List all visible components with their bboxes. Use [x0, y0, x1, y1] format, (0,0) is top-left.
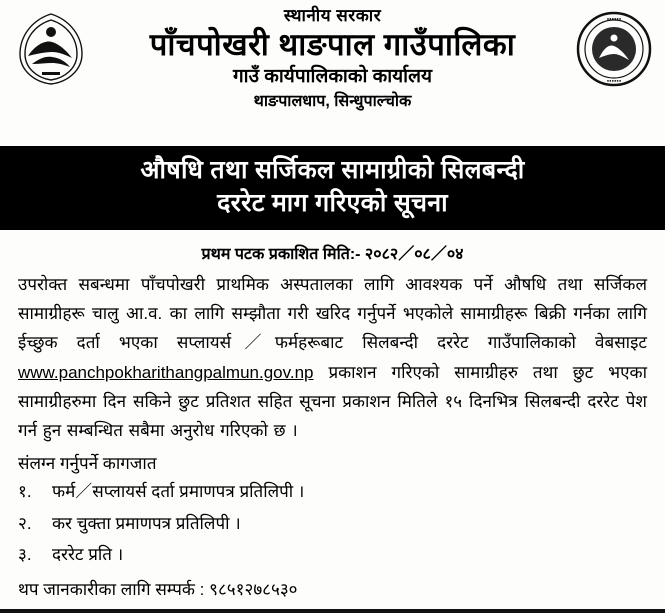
- nepal-government-emblem: [12, 10, 90, 88]
- list-item-label: फर्म／सप्लायर्स दर्ता प्रमाणपत्र प्रतिलिपी ।: [52, 482, 305, 502]
- paragraph-part-1: उपरोक्त सबन्धमा पाँचपोखरी प्राथमिक अस्पतालका लागि आवश्यक पर्ने औषधि तथा सर्जिकल सामाग्रीहरू चालु आ.व. का लागि सम्झौता गरी खरिद गर्नुपर्ने भएकोले सामाग्रीहरू बिक्री गर्नका लागि ईच्छुक दर्ता भएका सप्लायर्स／फर्महरूबाट सिलबन्दी दररेट गाउँपालिकाको वेबसाइट: [18, 275, 647, 353]
- list-item: [18, 508, 647, 539]
- notice-title-line-1: औषधि तथा सर्जिकल सामाग्रीको सिलबन्दी: [140, 156, 525, 184]
- paragraph-part-2: प्रकाशन गरिएको सामाग्रीहरु तथा छुट भएका सामाग्रीहरुमा दिन सकिने छुट प्रतिशत सहित सूचना प्रकाशन मितिले १५ दिनभित्र सिलबन्दी दररेट पेश गर्न हुन सम्बन्धित सबैमा अनुरोध गरिएको छ ।: [18, 362, 647, 441]
- list-item-number: ३.: [18, 545, 32, 565]
- website-url: www.panchpokharithangpalmun.gov.np: [18, 362, 314, 382]
- publish-date: प्रथम पटक प्रकाशित मिति:- २०८२／०८／०४: [201, 246, 464, 263]
- svg-text:●●●●●●: ●●●●●●: [606, 16, 622, 21]
- header-line-local-government: स्थानीय सरकार: [283, 6, 382, 25]
- notice-title-line-2: दररेट माग गरिएको सूचना: [217, 189, 448, 217]
- svg-text:●●●●●●: ●●●●●●: [606, 78, 622, 83]
- bottom-divider: [0, 609, 665, 613]
- notice-title-bar: [0, 146, 665, 230]
- document-header: [0, 0, 665, 144]
- attachments-heading: संलग्न गर्नुपर्ने कागजात: [18, 454, 157, 474]
- contact-line: थप जानकारीका लागि सम्पर्क : ९८५१२७८५३०: [18, 579, 298, 599]
- list-item-label: कर चुक्ता प्रमाणपत्र प्रतिलिपी ।: [52, 513, 241, 533]
- list-item: [18, 539, 647, 570]
- header-line-municipality-name: पाँचपोखरी थाङपाल गाउँपालिका: [149, 27, 516, 63]
- header-line-office: गाउँ कार्यपालिकाको कार्यालय: [232, 66, 433, 88]
- list-item: [18, 476, 647, 507]
- list-item-label: दररेट प्रति ।: [52, 545, 124, 565]
- municipality-seal-emblem: [575, 10, 653, 88]
- list-item-number: २.: [18, 513, 32, 533]
- notice-paragraph: [18, 270, 647, 445]
- header-line-address: थाङपालधाप, सिन्धुपाल्चोक: [253, 92, 412, 110]
- notice-body: [0, 270, 665, 603]
- list-item-number: १.: [18, 482, 32, 502]
- header-text-block: [96, 6, 569, 111]
- attachments-list: [18, 476, 647, 570]
